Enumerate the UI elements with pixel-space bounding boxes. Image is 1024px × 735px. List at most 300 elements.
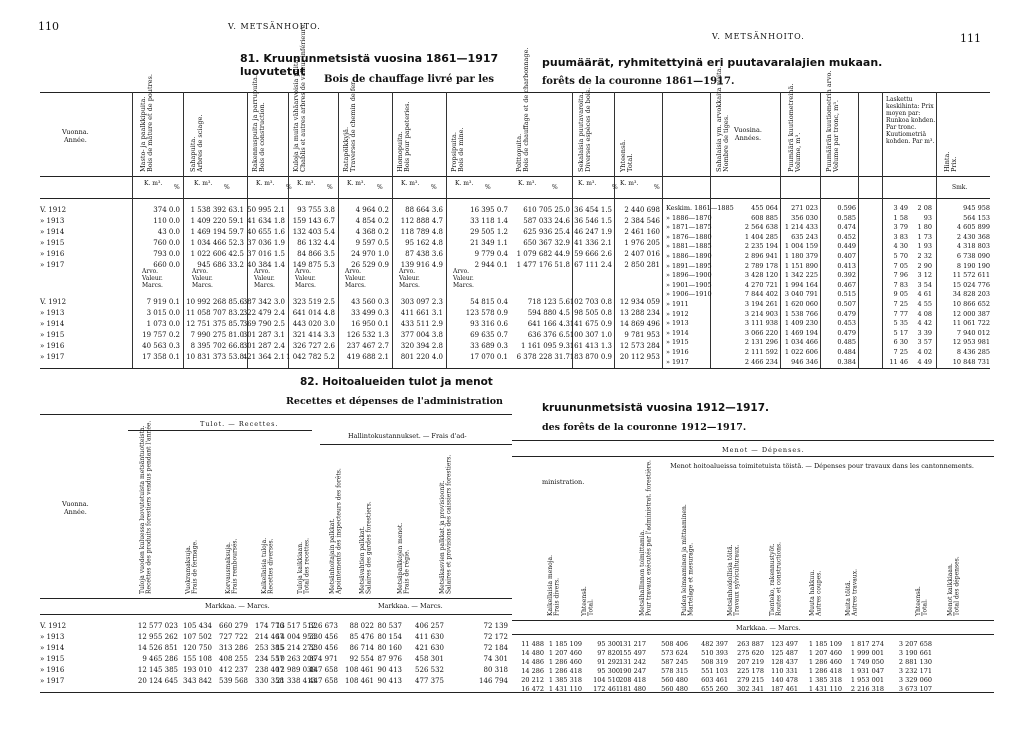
unit-label: % (612, 184, 618, 191)
data-cell: 3 190 661 (898, 649, 932, 657)
data-cell: 1 286 418 (548, 667, 582, 675)
data-cell: 7 77 (893, 309, 908, 318)
data-cell: 447 658 (309, 666, 338, 674)
period-label: » 1876—1880 (666, 232, 712, 241)
data-cell: 1 185 109 (808, 640, 842, 648)
data-cell: 90 413 (377, 677, 402, 685)
data-cell: 330 358 (255, 677, 284, 685)
data-cell: 578 315 (661, 667, 688, 675)
period-label: » 1913 (666, 319, 689, 328)
rule (40, 368, 512, 369)
data-cell: 7 83 (893, 280, 908, 289)
col-divider (780, 92, 781, 368)
col-divider (288, 92, 289, 368)
data-cell: 5 17 (893, 328, 908, 337)
data-cell: 120 750 (183, 644, 212, 652)
data-cell: 102 703 0.8 (569, 298, 612, 306)
data-cell: 477 375 (415, 677, 444, 685)
data-cell: 343 842 (183, 677, 212, 685)
data-cell: 93 755 3.8 (297, 206, 335, 214)
rule (40, 414, 512, 415)
data-cell: 7 990 275 81.0 (190, 331, 244, 339)
data-cell: 97 820 (597, 649, 620, 657)
data-cell: 587 033 24.6 (523, 217, 570, 225)
data-cell: 3 12 (917, 271, 932, 280)
unit-label: % (654, 184, 660, 191)
data-cell: 2 430 368 (956, 232, 990, 241)
column-header: Polttopuita. Bois de chauffage et de charbonnage. (515, 47, 530, 172)
data-cell: 155 497 (619, 649, 646, 657)
data-cell: 4 02 (917, 348, 932, 356)
admin-group-header: Hallintokustannukset. — Frais d'ad- (348, 432, 467, 440)
data-cell: 208 418 (619, 676, 646, 684)
data-cell: 12 577 023 (137, 622, 178, 630)
data-cell: 88 664 3.6 (405, 206, 443, 214)
data-cell: 74 301 (483, 655, 508, 663)
data-cell: 1 931 047 (850, 667, 884, 675)
column-header: Korvausmaksuja. Frais remboursés. (225, 538, 239, 594)
data-cell: 207 219 (737, 658, 764, 666)
data-cell: 760 0.0 (153, 239, 180, 247)
data-cell: 9 779 0.4 (474, 250, 508, 258)
data-cell: 19 757 0.2 (142, 331, 180, 339)
data-cell: 37 036 1.9 (247, 239, 285, 247)
data-cell: 85 476 (349, 633, 374, 641)
period-label: » 1871—1875 (666, 223, 712, 232)
year-label: » 1916 (40, 666, 65, 674)
data-cell: 92 554 (349, 655, 374, 663)
column-header: Metsänhoidollisia töitä. Travaux sylviculturaux. (727, 544, 741, 616)
data-cell: 125 487 (771, 649, 798, 657)
data-cell: 2 407 016 (624, 250, 660, 258)
data-cell: 225 178 (737, 667, 764, 675)
data-cell: 945 686 33.2 (197, 261, 244, 269)
data-cell: 0.507 (837, 300, 856, 308)
data-cell: 2 440 698 (624, 206, 660, 214)
data-cell: 14 286 (521, 667, 544, 675)
data-cell: 374 0.0 (153, 206, 180, 214)
data-cell: 406 257 (415, 622, 444, 630)
data-cell: 421 364 2.1 (242, 353, 285, 361)
col-divider (858, 92, 859, 368)
data-cell: 14 486 (521, 658, 544, 666)
period-label: » 1912 (666, 309, 689, 318)
data-cell: 508 319 (701, 658, 728, 666)
table81-subtitle-left: Bois de chauffage livré par les (324, 74, 495, 85)
data-cell: 40 563 0.3 (142, 342, 180, 350)
data-cell: 443 020 3.0 (292, 320, 335, 328)
data-cell: 635 243 (791, 232, 818, 241)
rule (512, 620, 994, 621)
year-label: » 1916 (40, 250, 65, 258)
data-cell: 560 480 (661, 685, 688, 693)
data-cell: 5 35 (893, 319, 908, 328)
data-cell: 7 919 0.1 (146, 298, 180, 306)
column-header: Metsäkasvien palkkat ja provisioonit. Salaires et provisions des caissiers forestiers. (439, 454, 453, 594)
data-cell: 608 885 (751, 213, 778, 222)
column-header: Yhteensä. Total. (581, 586, 595, 616)
rule (512, 634, 994, 635)
data-cell: 551 103 (701, 667, 728, 675)
data-cell: 59 666 2.6 (574, 250, 612, 258)
data-cell: 1 999 001 (850, 649, 884, 657)
data-cell: 4 30 (893, 242, 908, 251)
year-label: » 1913 (40, 217, 65, 225)
rule (40, 614, 512, 615)
right-page (512, 0, 1024, 735)
period-label: » 1917 (666, 357, 689, 366)
value-unit-label: Arvo. Valeur. Marcs. (399, 268, 420, 289)
data-cell: 174 776 (255, 622, 284, 630)
data-cell: 10 866 652 (952, 300, 990, 308)
data-cell: 161 413 1.3 (569, 342, 612, 350)
data-cell: 88 022 (349, 622, 374, 630)
col-divider (614, 92, 615, 368)
data-cell: 320 394 2.8 (400, 342, 443, 350)
data-cell: 14 869 496 (619, 320, 660, 328)
data-cell: 10 848 731 (952, 357, 990, 366)
data-cell: 43 560 0.3 (351, 298, 389, 306)
data-cell: 118 789 4.8 (400, 228, 443, 236)
data-cell: 650 367 32.9 (523, 239, 570, 247)
data-cell: 128 437 (771, 658, 798, 666)
data-cell: 1 976 205 (624, 239, 660, 247)
unit-label: % (174, 184, 180, 191)
data-cell: 86 714 (349, 644, 374, 652)
rule (512, 456, 994, 457)
data-cell: 10 263 206 (275, 655, 316, 663)
data-cell: 321 414 3.3 (292, 331, 335, 339)
data-cell: 564 153 (963, 213, 990, 222)
data-cell: 214 467 (255, 633, 284, 641)
data-cell: 263 887 (737, 640, 764, 648)
year-label: » 1915 (40, 331, 65, 339)
rule (512, 176, 990, 177)
data-cell: 4 964 0.2 (355, 206, 389, 214)
data-cell: 526 532 (415, 666, 444, 674)
rule (40, 92, 512, 93)
data-cell: 1 214 433 (784, 223, 818, 232)
data-cell: 7 25 (893, 300, 908, 308)
price-header: Laskettu keskihinta: Prix moyen par: Runkoa kohden. Par tronc. Kuutiometriä kohden. Par m³. (886, 96, 936, 145)
data-cell: 2 235 194 (744, 242, 778, 251)
data-cell: 131 217 (619, 640, 646, 648)
data-cell: 1 409 230 (784, 319, 818, 328)
year-label: » 1913 (40, 309, 65, 317)
table81-title-left: 81. Kruununmetsistä vuosina 1861—1917 luovutetut (240, 52, 499, 78)
column-header: Vuokramaksuja. Frais de fermage. (185, 539, 199, 594)
column-header: Muita töitä. Autres travaux. (845, 569, 859, 616)
unit-label: K. m³. (578, 180, 597, 187)
column-header: Sahalaisia ym. arvokkaita puita. Nombre de tiges. (715, 66, 730, 172)
data-cell: 330 456 (309, 644, 338, 652)
period-label: » 1911 (666, 300, 689, 308)
column-header: Puiden leimaaminen ja mittaaminen. Martelage et mesurage. (681, 504, 695, 616)
value-unit-label: Arvo. Valeur. Marcs. (345, 268, 366, 289)
data-cell: 5 70 (893, 252, 908, 260)
data-cell: 641 166 4.3 (527, 320, 570, 328)
data-cell: 33 499 0.3 (351, 309, 389, 317)
data-cell: 322 479 2.4 (242, 309, 285, 317)
data-cell: 93 (923, 213, 932, 222)
data-cell: 0.585 (837, 213, 856, 222)
data-cell: 253 385 (255, 644, 284, 652)
data-cell: 727 722 (219, 633, 248, 641)
data-cell: 50 995 2.1 (247, 206, 285, 214)
unit-label: K. m³. (144, 180, 163, 187)
rule (320, 444, 512, 445)
data-cell: 12 989 039 (275, 666, 316, 674)
data-cell: 3 39 (917, 328, 932, 337)
data-cell: 275 620 (737, 649, 764, 657)
column-header: Tuloja kaikkiaan. Total des recettes. (297, 537, 311, 594)
column-header: Tienteko, rakennustyöt. Routes et constructions. (769, 541, 783, 616)
data-cell: 1 286 418 (808, 667, 842, 675)
data-cell: 1 73 (917, 232, 932, 241)
data-cell: 84 866 3.5 (297, 250, 335, 258)
data-cell: 2 131 296 (744, 338, 778, 347)
data-cell: 80 160 (377, 644, 402, 652)
unit-label: % (485, 184, 491, 191)
data-cell: 108 461 (345, 666, 374, 674)
data-cell: 945 958 (963, 204, 990, 212)
column-header: Metsähallinnon toimittamia. Pour travaux exécutés par l'administrat. forestière. (639, 460, 653, 616)
data-cell: 86 132 4.4 (297, 239, 335, 247)
data-cell: 0.452 (837, 232, 856, 241)
data-cell: 447 658 (309, 677, 338, 685)
column-header: Kaikellaisia menoja. Frais divers. (547, 554, 561, 616)
data-cell: 1 042 782 5.2 (286, 353, 335, 361)
data-cell: 7 940 012 (956, 328, 990, 337)
data-cell: 10 831 373 53.8 (186, 353, 244, 361)
data-cell: 187 461 (771, 685, 798, 693)
data-cell: 4 854 0.2 (355, 217, 389, 225)
data-cell: 482 397 (701, 640, 728, 648)
data-cell: 1 022 606 42.5 (190, 250, 244, 258)
data-cell: 411 661 3.1 (400, 309, 443, 317)
data-cell: 10 992 268 85.6 (186, 298, 244, 306)
data-cell: 16 395 0.7 (470, 206, 508, 214)
data-cell: 0.479 (837, 309, 856, 318)
data-cell: 80 318 (483, 666, 508, 674)
data-cell: 301 287 2.4 (242, 342, 285, 350)
data-cell: 87 976 (377, 655, 402, 663)
data-cell: 1 817 274 (850, 640, 884, 648)
data-cell: 0.467 (837, 280, 856, 289)
data-cell: 0.596 (837, 204, 856, 212)
data-cell: 1 431 110 (808, 685, 842, 693)
data-cell: 1 538 392 63.1 (190, 206, 244, 214)
data-cell: 0.474 (837, 223, 856, 232)
data-cell: 4 08 (917, 309, 932, 318)
year-label: V. 1912 (40, 206, 67, 214)
unit-label: % (327, 184, 333, 191)
data-cell: 1 749 050 (850, 658, 884, 666)
data-cell: 40 384 1.4 (247, 261, 285, 269)
data-cell: 72 172 (483, 633, 508, 641)
data-cell: 95 300 (597, 667, 620, 675)
data-cell: 12 953 981 (952, 338, 990, 347)
rule (512, 368, 990, 369)
data-cell: 301 287 3.1 (242, 331, 285, 339)
data-cell: 377 004 3.8 (400, 331, 443, 339)
data-cell: 16 950 0.1 (351, 320, 389, 328)
data-cell: 603 461 (701, 676, 728, 684)
data-cell: 15 024 776 (952, 280, 990, 289)
data-cell: 183 870 0.9 (569, 353, 612, 361)
column-header: Ratapölkkyjä. Traverses de chemin de fer. (342, 80, 357, 172)
rule (512, 440, 994, 441)
col-divider (662, 92, 663, 368)
column-header: Hinta. Prix. (943, 151, 958, 172)
data-cell: 36 454 1.5 (574, 206, 612, 214)
data-cell: 3 111 938 (744, 319, 778, 328)
data-cell: 11 061 722 (952, 319, 990, 328)
data-cell: 2 944 0.1 (474, 261, 508, 269)
column-header: Muuta hakkuu. Autres coupes. (809, 569, 823, 616)
value-unit-label: Arvo. Valeur. Marcs. (142, 268, 163, 289)
rule (40, 692, 512, 693)
data-cell: 2 08 (917, 204, 932, 212)
data-cell: 421 630 (415, 644, 444, 652)
data-cell: 1 034 466 52.3 (190, 239, 244, 247)
period-label: » 1901—1905 (666, 280, 712, 289)
unit-label: % (286, 184, 292, 191)
data-cell: 0.449 (837, 242, 856, 251)
data-cell: 12 955 262 (137, 633, 178, 641)
column-header: Sekalaisia puutavaroita. Diverses espèces de bois. (577, 87, 592, 172)
data-cell: 0.407 (837, 252, 856, 260)
data-cell: 4 605 899 (956, 223, 990, 232)
data-cell: 2 384 546 (624, 217, 660, 225)
data-cell: 11 46 (889, 357, 908, 366)
data-cell: 14 526 851 (137, 644, 178, 652)
data-cell: 801 220 4.0 (400, 353, 443, 361)
data-cell: 1 431 110 (548, 685, 582, 693)
data-cell: 91 292 (597, 658, 620, 666)
data-cell: 369 790 2.5 (242, 320, 285, 328)
income-group-header: Tulot. — Recettes. (200, 420, 279, 428)
data-cell: 2 111 592 (744, 348, 778, 356)
data-cell: 3 066 220 (744, 328, 778, 337)
data-cell: 11 058 707 83.2 (186, 309, 244, 317)
year-header-82: Vuonna. Année. (62, 500, 89, 516)
data-cell: 433 511 2.9 (400, 320, 443, 328)
rule (40, 198, 512, 199)
period-label: » 1886—1870 (666, 213, 712, 222)
data-cell: 660 279 (219, 622, 248, 630)
page-number-left: 110 (38, 20, 59, 33)
data-cell: 24 970 1.0 (351, 250, 389, 258)
data-cell: 1 161 095 9.3 (521, 342, 570, 350)
data-cell: 0.384 (837, 357, 856, 366)
ministration-fragment: ministration. (542, 478, 585, 486)
data-cell: 20 112 953 (619, 353, 660, 361)
data-cell: 12 934 059 (619, 298, 660, 306)
period-label: » 1915 (666, 338, 689, 347)
currency-label-left: Markkaa. — Marcs. (205, 602, 270, 610)
data-cell: 1 004 159 (784, 242, 818, 251)
data-cell: 1 953 001 (850, 676, 884, 684)
data-cell: 1 538 766 (784, 309, 818, 318)
data-cell: 7 96 (893, 271, 908, 280)
data-cell: 155 108 (183, 655, 212, 663)
data-cell: 3 194 261 (744, 300, 778, 308)
data-cell: 1 342 225 (784, 271, 818, 280)
data-cell: 72 139 (483, 622, 508, 630)
data-cell: 12 000 387 (952, 309, 990, 318)
data-cell: 80 537 (377, 622, 402, 630)
data-cell: 1 073 0.0 (146, 320, 180, 328)
running-head-left: V. METSÄNHOITO. (228, 22, 321, 31)
data-cell: 141 675 0.9 (569, 320, 612, 328)
data-cell: 1 207 460 (548, 649, 582, 657)
data-cell: 1 404 285 (744, 232, 778, 241)
works-subheader: Menot hoitoalueissa toimitetuista töistä. — Dépenses pour travaux dans les cantonnements. (670, 462, 974, 470)
year-label: » 1915 (40, 239, 65, 247)
data-cell: 21 349 1.1 (470, 239, 508, 247)
data-cell: 1 022 606 (784, 348, 818, 356)
data-cell: 455 064 (751, 204, 778, 212)
unit-label: % (377, 184, 383, 191)
data-cell: 112 888 4.7 (400, 217, 443, 225)
year-label: » 1914 (40, 228, 65, 236)
period-label: » 1891—1895 (666, 261, 712, 270)
period-label: Keskim. 1861—1885 (666, 204, 734, 212)
rule (40, 176, 512, 177)
data-cell: 20 124 645 (137, 677, 178, 685)
data-cell: 21 338 413 (275, 677, 316, 685)
column-header: Hiomopuita. Bois pour papeteries. (396, 101, 411, 172)
data-cell: 1 079 682 44.9 (516, 250, 570, 258)
data-cell: 132 403 5.4 (292, 228, 335, 236)
unit-label: K. m³. (620, 180, 639, 187)
data-cell: 1 385 318 (548, 676, 582, 684)
col-divider (392, 92, 393, 368)
data-cell: 95 162 4.8 (405, 239, 443, 247)
data-cell: 7 25 (893, 348, 908, 356)
data-cell: 323 519 2.5 (292, 298, 335, 306)
data-cell: 3 57 (917, 338, 932, 347)
year-label: » 1914 (40, 320, 65, 328)
col-divider (882, 92, 883, 368)
rule (512, 198, 990, 199)
data-cell: 3 673 107 (898, 685, 932, 693)
data-cell: 110 0.0 (153, 217, 180, 225)
data-cell: 2 896 941 (744, 252, 778, 260)
table82-subtitle-left: Recettes et dépenses de l'administration (286, 396, 503, 407)
col-divider (446, 92, 447, 368)
data-cell: 0.484 (837, 348, 856, 356)
data-cell: 93 316 0.6 (470, 320, 508, 328)
column-header: Kaikellaisia tuloja. Recettes diverses. (261, 537, 275, 594)
rule (128, 430, 312, 431)
data-cell: 2 32 (917, 252, 932, 260)
data-cell: 13 517 512 (275, 622, 316, 630)
data-cell: 87 438 3.6 (405, 250, 443, 258)
unit-label: K. m³. (256, 180, 275, 187)
data-cell: 6 738 090 (956, 252, 990, 260)
data-cell: 104 510 (593, 676, 620, 684)
data-cell: 140 478 (771, 676, 798, 684)
column-header: Propsipuita. Bois de mine. (450, 127, 465, 172)
year-label: » 1916 (40, 342, 65, 350)
running-head-right: V. METSÄNHOITO. (712, 32, 805, 41)
data-cell: 3 040 791 (784, 290, 818, 299)
data-cell: 4 318 803 (956, 242, 990, 251)
data-cell: 655 260 (701, 685, 728, 693)
data-cell: 15 214 272 (275, 644, 316, 652)
